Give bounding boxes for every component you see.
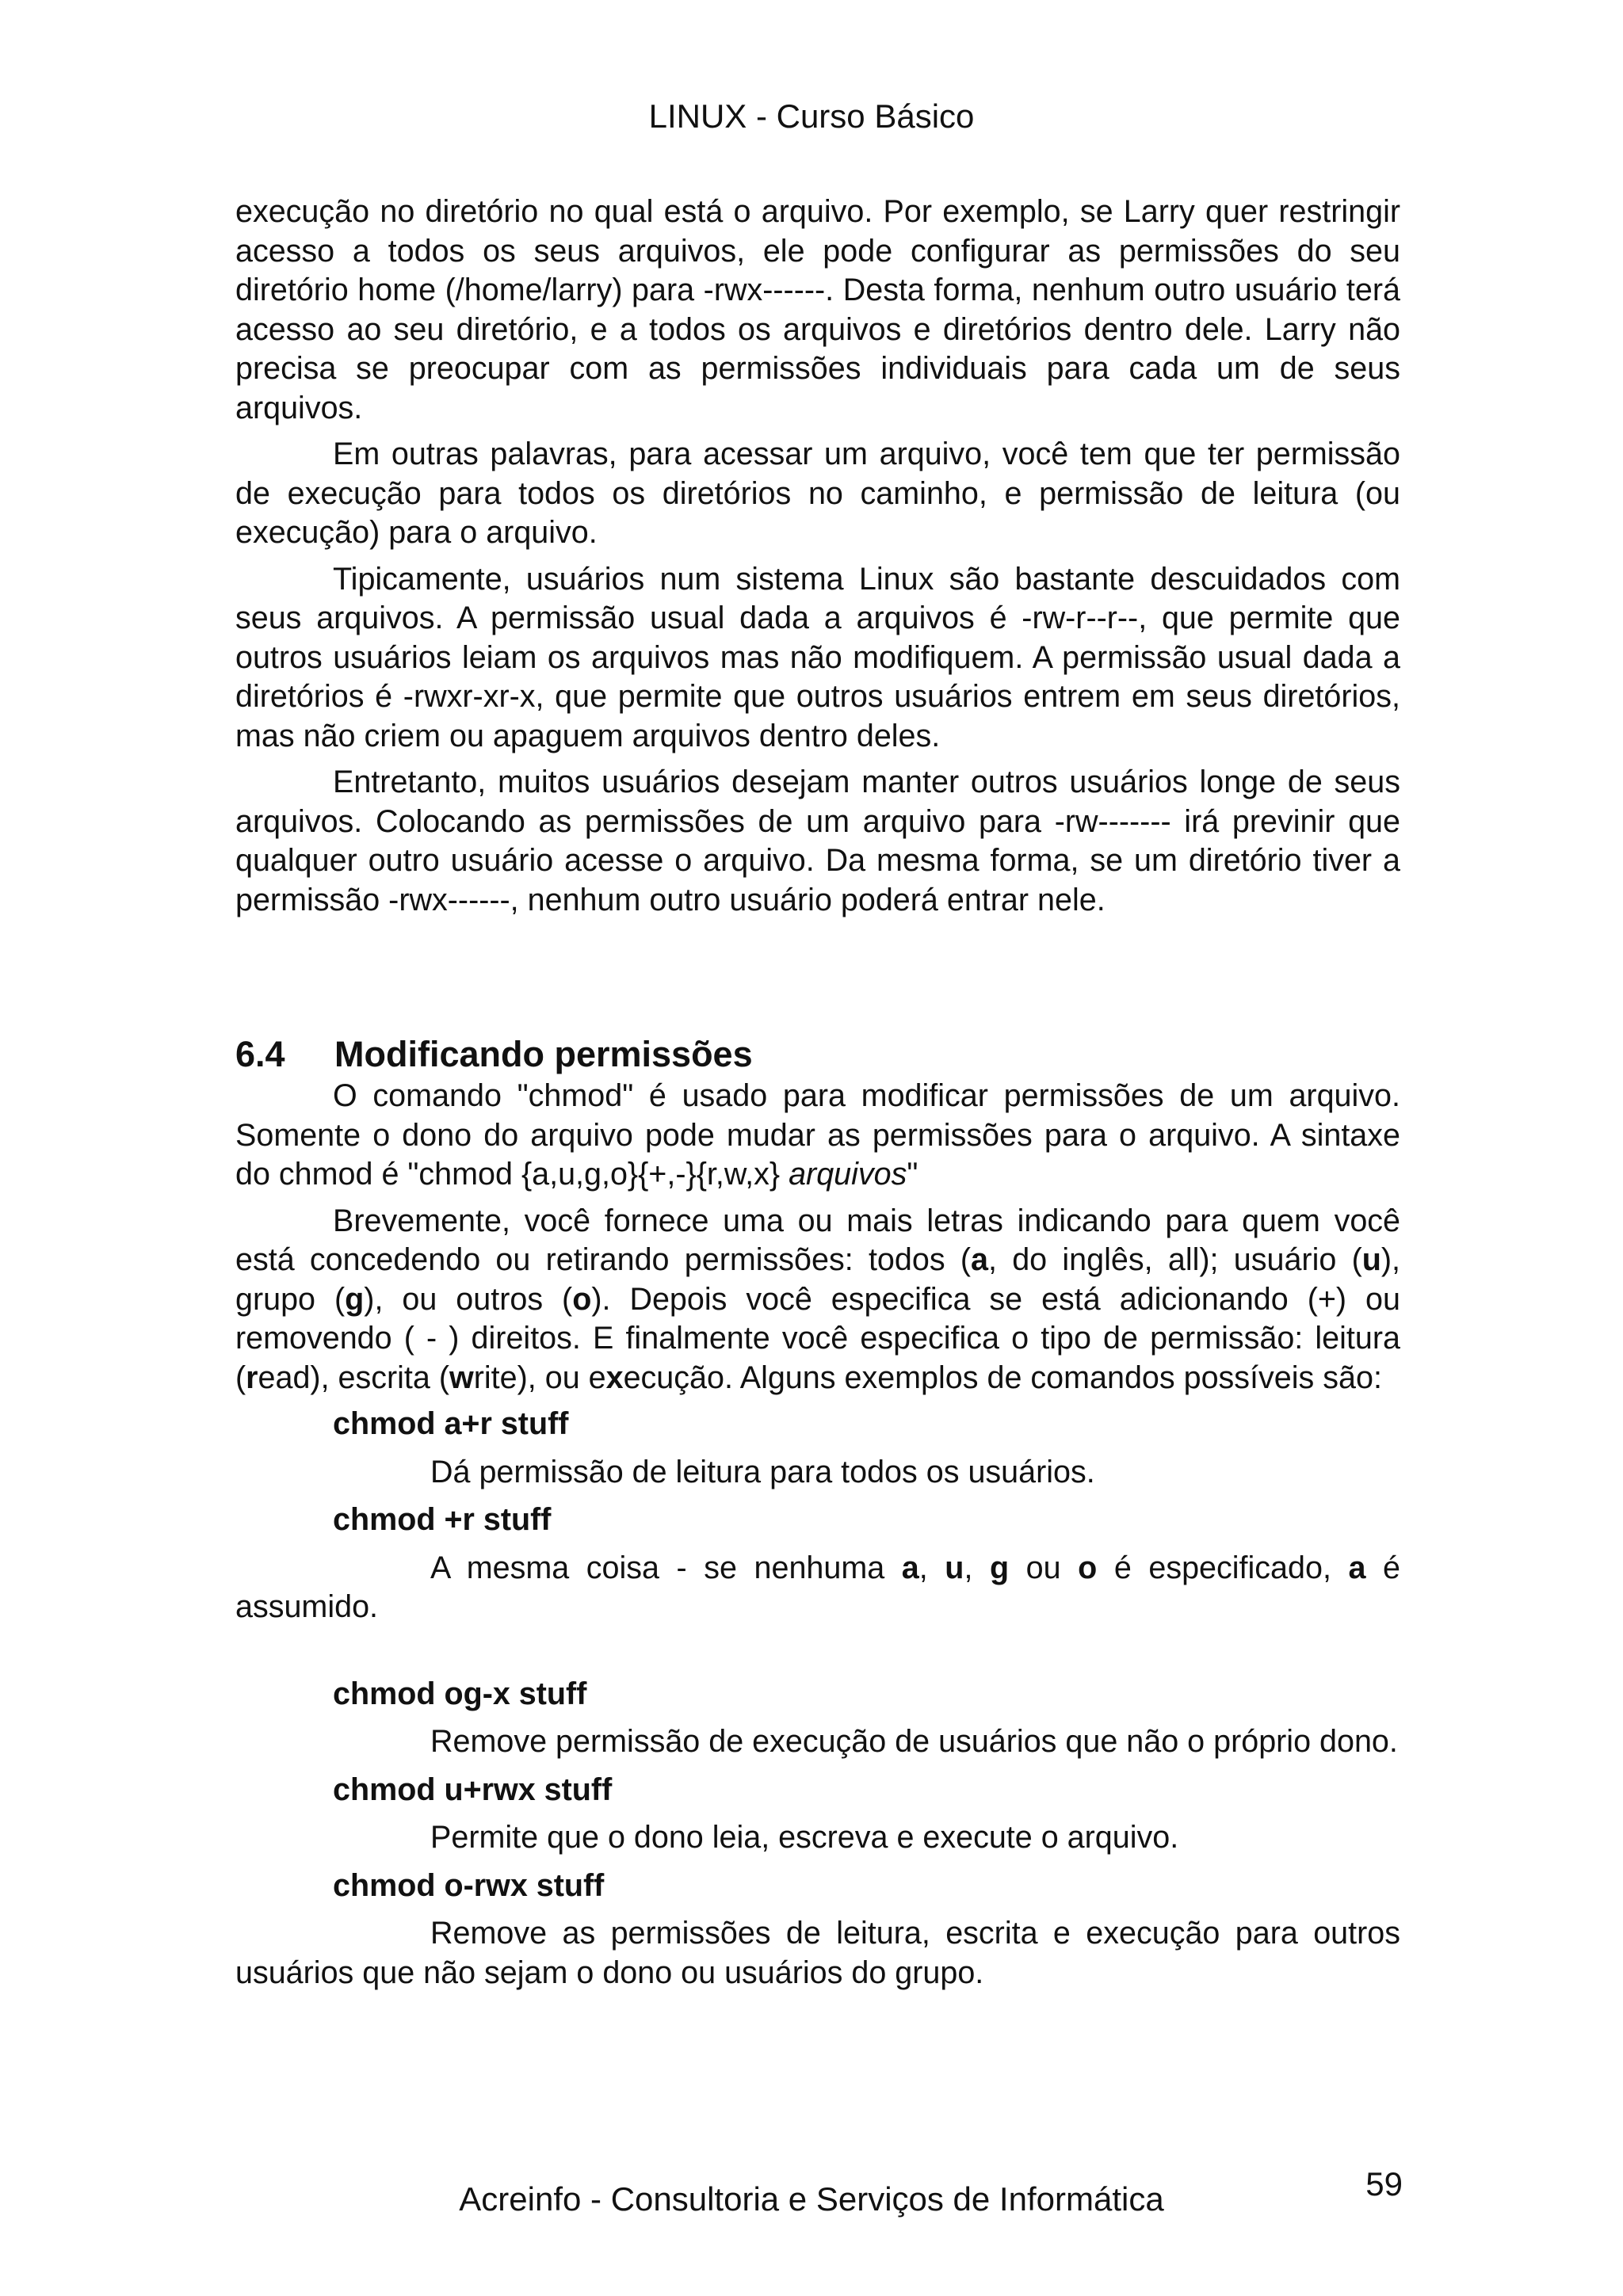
example-description: Permite que o dono leia, escreva e execute o arquivo. [430,1820,1179,1855]
section-title: Modificando permissões [334,1034,753,1074]
section-intro-end: " [907,1157,918,1192]
example-bold-letter: a [1348,1550,1366,1585]
section-intro-paragraph [235,1077,1400,1195]
example-bold-letter: a [901,1550,919,1585]
section-heading [235,1032,1400,1077]
explain-text: , do inglês, all); usuário ( [987,1242,1362,1277]
page-body [235,193,1400,1993]
example-description-text: é especificado, [1097,1550,1349,1585]
example-description-text: , [918,1550,945,1585]
paragraph-2: Em outras palavras, para acessar um arquivo, você tem que ter permissão de execução para todos os diretórios no caminho, e permissão de leitura (ou execução) para o arquivo. [235,437,1400,550]
example-description-text: A mesma coisa - se nenhuma [430,1550,902,1585]
explain-bold-letter: x [605,1360,624,1395]
example-bold-letter: g [989,1550,1010,1585]
explain-text: Brevemente, você fornece uma ou mais letras indicando para quem você está concedendo ou retirando permissões: todos ( [235,1203,1400,1277]
example-description-text: ou [1009,1550,1079,1585]
page-number: 59 [1365,2165,1403,2203]
section-intro-italic: arquivos [789,1157,907,1192]
section-number: 6.4 [235,1034,285,1074]
example-description: Dá permissão de leitura para todos os usuários. [430,1454,1095,1489]
page-footer: Acreinfo - Consultoria e Serviços de Informática [459,2180,1164,2218]
paragraph-3: Tipicamente, usuários num sistema Linux são bastante descuidados com seus arquivos. A permissão usual dada a arquivos é -rw-r--r--, que permite que outros usuários leiam os arquivos mas não modifiquem. A permissão usual dada a diretórios é -rwxr-xr-x, que permite que outros usuários entrem em seus diretórios, mas não criem ou apaguem arquivos dentro deles. [235,561,1400,753]
section-explain-paragraph [235,1202,1400,1398]
section-intro-text: O comando "chmod" é usado para modificar permissões de um arquivo. Somente o dono do arquivo pode mudar as permissões para o arquivo. A sintaxe do chmod é "chmod {a,u,g,o}{+,-}{r,w,x} [235,1078,1400,1192]
explain-bold-letter: w [449,1360,474,1395]
explain-text: ecução. Alguns exemplos de comandos possíveis são: [623,1360,1382,1395]
explain-bold-letter: u [1361,1242,1381,1277]
explain-text: ), ou outros ( [364,1281,573,1317]
example-command: chmod a+r stuff [333,1406,569,1441]
example-description: Remove as permissões de leitura, escrita e execução para outros usuários que não sejam o dono ou usuários do grupo. [235,1916,1400,1990]
example-command: chmod u+rwx stuff [333,1772,613,1807]
example-command: chmod +r stuff [333,1502,552,1537]
explain-bold-letter: a [971,1242,988,1277]
explain-text: ead), escrita ( [258,1360,450,1395]
explain-text: rite), ou e [473,1360,606,1395]
explain-bold-letter: g [345,1281,365,1317]
paragraph-4: Entretanto, muitos usuários desejam manter outros usuários longe de seus arquivos. Colocando as permissões de um arquivo para -rw------- irá previnir que qualquer outro usuário acesse o arquivo. Da mesma forma, se um diretório tiver a permissão -rwx------, nenhum outro usuário poderá entrar nele. [235,765,1400,917]
explain-text: ). Depois você especifica se está adicionando (+) ou removendo ( - ) direitos. E finalmente você especifica o tipo de permissão: leitura ( [235,1281,1400,1395]
explain-bold-letter: r [246,1360,258,1395]
example-description: Remove permissão de execução de usuários que não o próprio dono. [430,1724,1398,1759]
paragraph-1: execução no diretório no qual está o arquivo. Por exemplo, se Larry quer restringir acesso a todos os seus arquivos, ele pode configurar as permissões do seu diretório home (/home/larry) para -rwx------. Desta forma, nenhum outro usuário terá acesso ao seu diretório, e a todos os arquivos e diretórios dentro dele. Larry não precisa se preocupar com as permissões individuais para cada um de seus arquivos. [235,194,1400,425]
example-command: chmod og-x stuff [333,1676,587,1711]
explain-text: ), grupo ( [235,1242,1401,1317]
example-description-text: é assumido. [235,1550,1400,1624]
example-command: chmod o-rwx stuff [333,1867,605,1903]
example-description [235,1549,1400,1627]
page-header: LINUX - Curso Básico [648,97,975,135]
example-description-text: , [964,1550,990,1585]
explain-bold-letter: o [572,1281,592,1317]
example-bold-letter: u [945,1550,964,1585]
example-bold-letter: o [1078,1550,1098,1585]
